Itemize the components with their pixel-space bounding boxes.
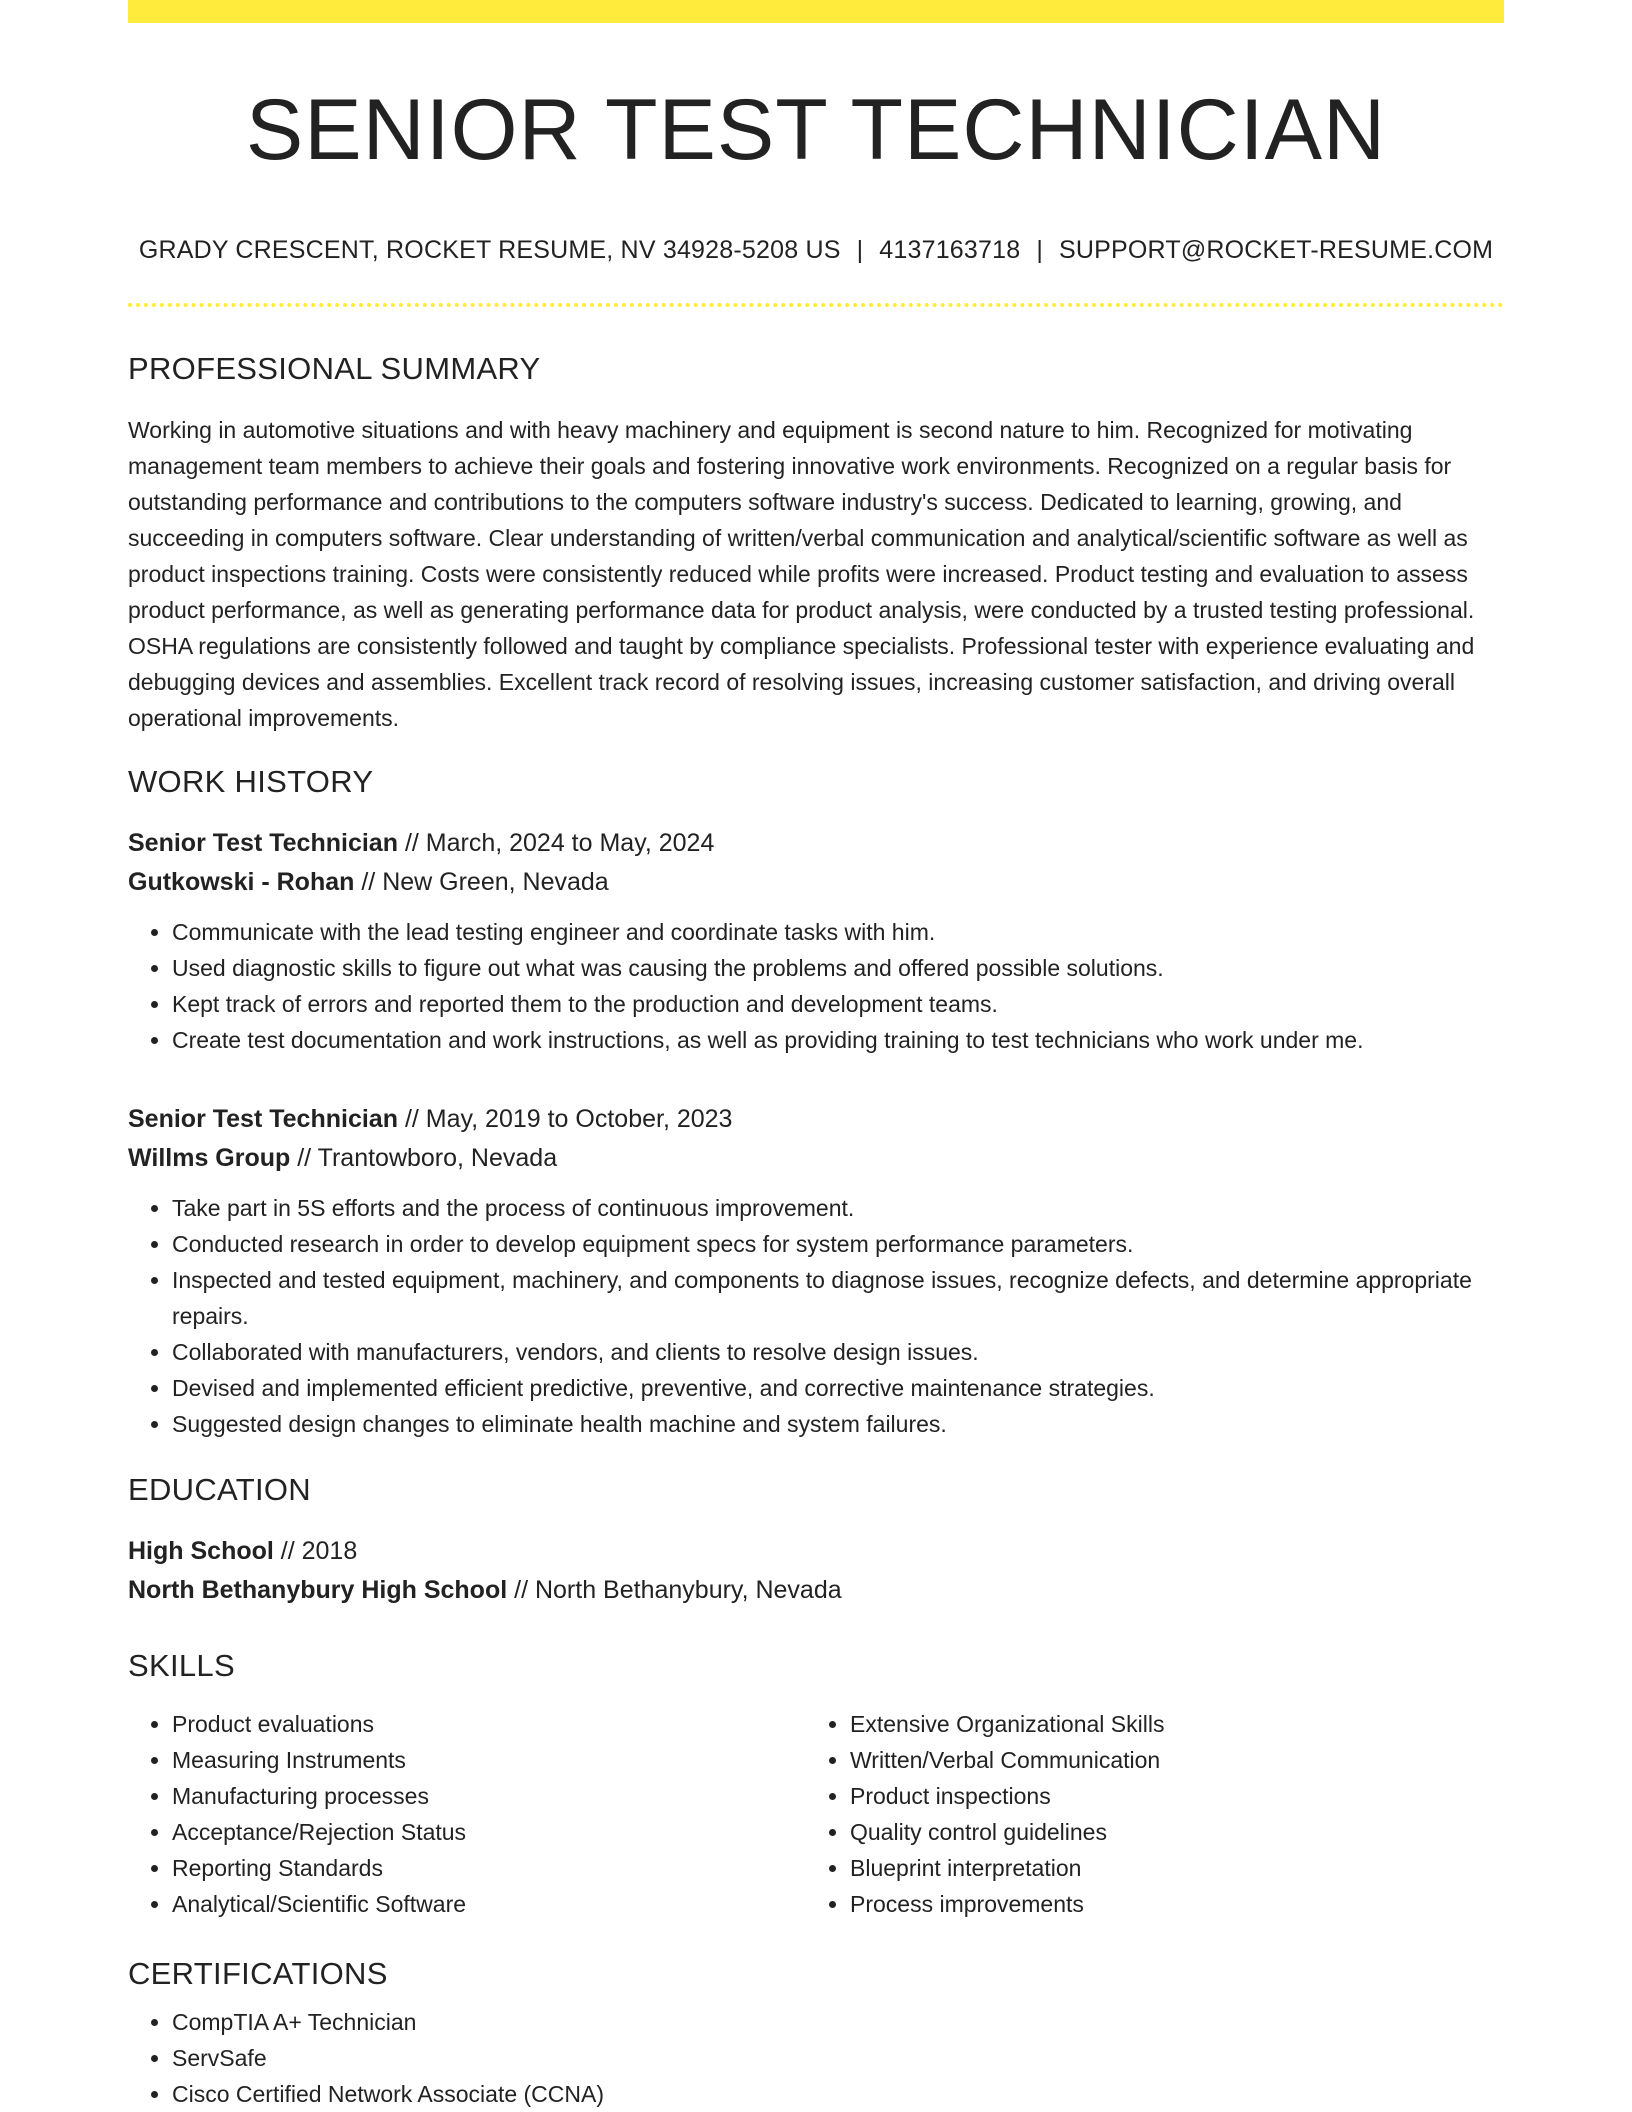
work-history-heading: WORK HISTORY xyxy=(128,763,374,799)
certifications-heading: CERTIFICATIONS xyxy=(128,1955,388,1991)
job-company: Gutkowski - Rohan xyxy=(128,867,355,896)
education-degree: High School xyxy=(128,1536,274,1565)
job-title-line xyxy=(128,824,1504,863)
job-location: // New Green, Nevada xyxy=(361,867,609,896)
education-degree-line xyxy=(128,1532,1504,1571)
list-item: • Reporting Standards xyxy=(172,1850,806,1886)
job-company-line xyxy=(128,1139,1504,1178)
job-location: // Trantowboro, Nevada xyxy=(297,1143,558,1172)
summary-heading: PROFESSIONAL SUMMARY xyxy=(128,350,541,386)
list-item: • Product inspections xyxy=(850,1778,1484,1814)
list-item: • ServSafe xyxy=(172,2040,1504,2076)
list-item: • Measuring Instruments xyxy=(172,1742,806,1778)
certifications-list xyxy=(128,2004,1504,2112)
list-item: • Analytical/Scientific Software xyxy=(172,1886,806,1922)
job-title-line xyxy=(128,1100,1504,1139)
list-item: • Manufacturing processes xyxy=(172,1778,806,1814)
list-item: • Written/Verbal Communication xyxy=(850,1742,1484,1778)
summary-text: Working in automotive situations and with heavy machinery and equipment is second nature to him. Recognized for motivating management team members to achieve their goals and fostering innovative work environments. Recognized on a regular basis for outstanding performance and contributions to the computers software industry's success. Dedicated to learning, growing, and succeeding in computers software. Clear understanding of written/verbal communication and analytical/scientific software as well as product inspections training. Costs were consistently reduced while profits were increased. Product testing and evaluation to assess product performance, as well as generating performance data for product analysis, were conducted by a trusted testing professional. OSHA regulations are consistently followed and taught by compliance specialists. Professional tester with experience evaluating and debugging devices and assemblies. Excellent track record of resolving issues, increasing customer satisfaction, and driving overall operational improvements. xyxy=(128,416,1475,731)
education-school-line xyxy=(128,1571,1504,1610)
job-company: Willms Group xyxy=(128,1143,291,1172)
education-location: // North Bethanybury, Nevada xyxy=(514,1575,842,1604)
list-item: • Kept track of errors and reported them to the production and development teams. xyxy=(172,986,1504,1022)
skills-right-column xyxy=(806,1706,1484,1922)
contact-address: GRADY CRESCENT, ROCKET RESUME, NV 34928-5208 US xyxy=(138,235,841,264)
contact-separator: | xyxy=(856,235,864,264)
job-entry xyxy=(128,824,1504,1058)
list-item: • Take part in 5S efforts and the process of continuous improvement. xyxy=(172,1190,1504,1226)
list-item: • CompTIA A+ Technician xyxy=(172,2004,1504,2040)
list-item: • Inspected and tested equipment, machinery, and components to diagnose issues, recognize defects, and determine appropriate repairs. xyxy=(172,1262,1504,1334)
list-item: • Acceptance/Rejection Status xyxy=(172,1814,806,1850)
resume-name: SENIOR TEST TECHNICIAN xyxy=(245,82,1387,178)
job-dates: // May, 2019 to October, 2023 xyxy=(404,1104,733,1133)
list-item: • Blueprint interpretation xyxy=(850,1850,1484,1886)
education-heading: EDUCATION xyxy=(128,1471,311,1507)
job-entry xyxy=(128,1100,1504,1442)
list-item: • Extensive Organizational Skills xyxy=(850,1706,1484,1742)
job-dates: // March, 2024 to May, 2024 xyxy=(404,828,715,857)
list-item: • Collaborated with manufacturers, vendors, and clients to resolve design issues. xyxy=(172,1334,1504,1370)
contact-separator: | xyxy=(1036,235,1044,264)
list-item: • Conducted research in order to develop equipment specs for system performance parameters. xyxy=(172,1226,1504,1262)
education-entry xyxy=(128,1532,1504,1610)
list-item: • Product evaluations xyxy=(172,1706,806,1742)
education-school: North Bethanybury High School xyxy=(128,1575,508,1604)
dotted-divider xyxy=(128,303,1504,307)
accent-top-bar xyxy=(128,0,1504,23)
job-bullets xyxy=(128,914,1504,1058)
list-item: • Suggested design changes to eliminate health machine and system failures. xyxy=(172,1406,1504,1442)
job-role: Senior Test Technician xyxy=(128,828,398,857)
list-item: • Quality control guidelines xyxy=(850,1814,1484,1850)
list-item: • Used diagnostic skills to figure out what was causing the problems and offered possible solutions. xyxy=(172,950,1504,986)
job-role: Senior Test Technician xyxy=(128,1104,398,1133)
list-item: • Process improvements xyxy=(850,1886,1484,1922)
skills-heading: SKILLS xyxy=(128,1647,235,1683)
list-item: • Communicate with the lead testing engineer and coordinate tasks with him. xyxy=(172,914,1504,950)
education-year: // 2018 xyxy=(280,1536,358,1565)
list-item: • Cisco Certified Network Associate (CCNA) xyxy=(172,2076,1504,2112)
skills-left-column xyxy=(128,1706,806,1922)
job-company-line xyxy=(128,863,1504,902)
job-bullets xyxy=(128,1190,1504,1442)
contact-phone: 4137163718 xyxy=(879,235,1021,264)
contact-line xyxy=(128,236,1504,265)
resume-page xyxy=(128,0,1504,2112)
list-item: • Devised and implemented efficient predictive, preventive, and corrective maintenance strategies. xyxy=(172,1370,1504,1406)
contact-email: SUPPORT@ROCKET-RESUME.COM xyxy=(1059,235,1494,264)
skills-grid xyxy=(128,1706,1504,1922)
list-item: • Create test documentation and work instructions, as well as providing training to test technicians who work under me. xyxy=(172,1022,1504,1058)
